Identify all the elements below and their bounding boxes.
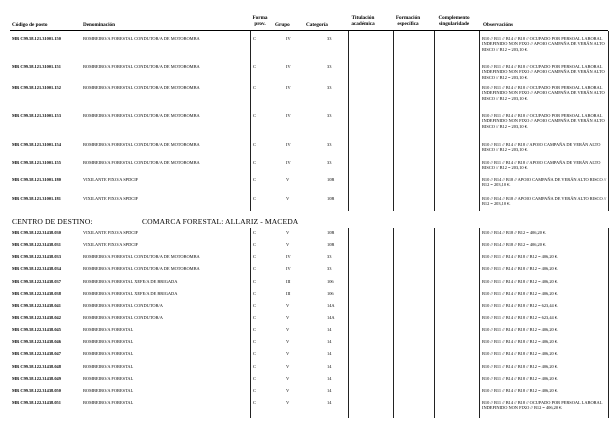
row-code: MR C99.58.122.31438.031 [12, 242, 61, 247]
row-categoria: 10B [327, 230, 335, 235]
row-observacions: B10 // B14 // B18 // APOIO CAMPAÑA DE VERÁN ALTO RISCO // B12 = 203,10 €. [482, 196, 607, 207]
row-grupo: IV [286, 113, 291, 118]
row-denominacion: BOMBEIRO/A FORESTAL [83, 327, 134, 332]
row-grupo: V [286, 196, 290, 201]
row-observacions: B10 // B11 // B14 // B18 // B12 = 623,44 €. [482, 315, 559, 320]
row-categoria: 10B [327, 177, 335, 182]
col-divider [479, 228, 480, 418]
row-denominacion: BOMBEIRO/A FORESTAL [83, 351, 134, 356]
row-denominacion: BOMBEIRO/A FORESTAL [83, 400, 134, 405]
row-observacions: B10 // B11 // B14 // B18 // B12 = 406,20 €. [482, 266, 559, 271]
col-divider [479, 31, 480, 211]
row-categoria: 33 [327, 85, 332, 90]
row-observacions: B10 // B11 // B14 // B18 // B12 = 406,20 €. [482, 364, 559, 369]
col-divider [250, 31, 251, 211]
row-denominacion: BOMBEIRO/A FORESTAL CONDUTOR/A DE MOTOBOMBA [83, 113, 200, 118]
row-code: MR C99.58.121.31001.155 [12, 160, 61, 165]
row-denominacion: BOMBEIRO/A FORESTAL CONDUTOR/A DE MOTOBOMBA [83, 85, 200, 90]
row-grupo: V [286, 242, 290, 247]
row-grupo: IV [286, 142, 291, 147]
row-forma: C [253, 279, 256, 284]
row-denominacion: BOMBEIRO/A FORESTAL [83, 339, 134, 344]
row-code: MR C99.58.122.31438.051 [12, 400, 61, 405]
header-denominacion: Denominación [83, 22, 115, 28]
row-forma: C [253, 254, 256, 259]
row-categoria: 14 [327, 339, 332, 344]
row-denominacion: BOMBEIRO/A FORESTAL XEFE/A DE BRIGADA [83, 279, 178, 284]
row-forma: C [253, 315, 256, 320]
row-forma: C [253, 266, 256, 271]
row-categoria: 33 [327, 64, 332, 69]
row-code: MR C99.58.122.31438.038 [12, 291, 61, 296]
col-divider [434, 31, 435, 211]
header-categoria: Categoría [306, 22, 328, 28]
row-forma: C [253, 36, 256, 41]
header-observacions: Observacións [483, 22, 513, 28]
row-grupo: IV [286, 64, 291, 69]
table-header [0, 0, 615, 30]
row-denominacion: VIXILANTE FIXO/A SPDCIF [83, 177, 139, 182]
row-grupo: V [286, 315, 290, 320]
header-codigo: Código de posto [12, 22, 48, 28]
row-observacions: B10 // B11 // B14 // B18 // OCUPADO POR PERSOAL LABORAL INDEFINIDO NON FIXO // APOIO CAMPAÑA DE VERÁN ALTO RISCO // B12 = 203,10 €. [482, 113, 605, 129]
row-denominacion: VIXILANTE FIXO/A SPDCIF [83, 196, 139, 201]
row-forma: C [253, 242, 256, 247]
row-grupo: IV [286, 85, 291, 90]
row-categoria: 10B [327, 196, 335, 201]
row-denominacion: BOMBEIRO/A FORESTAL CONDUTOR/A DE MOTOBOMBA [83, 254, 200, 259]
section-label: CENTRO DE DESTINO: [12, 217, 93, 226]
row-forma: C [253, 230, 256, 235]
row-code: MR C99.58.122.31438.049 [12, 376, 61, 381]
header-formacion: Formación específica [395, 15, 421, 27]
row-denominacion: BOMBEIRO/A FORESTAL CONDUTOR/A DE MOTOBOMBA [83, 36, 200, 41]
row-denominacion: BOMBEIRO/A FORESTAL [83, 388, 134, 393]
header-forma: Forma prov. [252, 15, 268, 27]
row-code: MR C99.58.122.31438.033 [12, 254, 61, 259]
row-observacions: B10 // B11 // B14 // B18 // B12 = 406,20 €. [482, 376, 559, 381]
row-denominacion: VIXILANTE FIXO/A SPDCIF [83, 230, 139, 235]
col-divider [393, 228, 394, 418]
row-code: MR C99.58.122.31438.041 [12, 303, 61, 308]
row-observacions: B10 // B11 // B14 // B18 // B12 = 623,44 €. [482, 303, 559, 308]
row-categoria: 33 [327, 160, 332, 165]
row-grupo: V [286, 177, 290, 182]
row-categoria: 14 [327, 327, 332, 332]
row-denominacion: BOMBEIRO/A FORESTAL [83, 364, 134, 369]
section-location: COMARCA FORESTAL: ALLARIZ - MACEDA [142, 217, 299, 226]
row-denominacion: BOMBEIRO/A FORESTAL CONDUTOR/A DE MOTOBOMBA [83, 64, 200, 69]
row-code: MR C99.58.122.31438.030 [12, 230, 61, 235]
row-grupo: V [286, 376, 290, 381]
row-grupo: V [286, 230, 290, 235]
row-denominacion: VIXILANTE FIXO/A SPDCIF [83, 242, 139, 247]
row-grupo: V [286, 339, 290, 344]
row-observacions: B10 // B11 // B14 // B18 // B12 = 406,20 €. [482, 291, 559, 296]
row-code: MR C99.58.121.31001.180 [12, 177, 61, 182]
section-header [12, 217, 299, 226]
row-forma: C [253, 327, 256, 332]
row-observacions: B10 // B11 // B14 // B18 // B12 = 406,20 €. [482, 351, 559, 356]
row-categoria: 33 [327, 142, 332, 147]
row-observacions: B10 // B11 // B14 // B18 // OCUPADO POR PERSOAL LABORAL INDEFINIDO NON FIXO // APOIO CAMPAÑA DE VERÁN ALTO RISCO // B12 = 203,10 €. [482, 85, 605, 101]
row-code: MR C99.58.122.31438.042 [12, 315, 61, 320]
row-observacions: B10 // B14 // B18 // B12 = 406,20 €. [482, 242, 547, 247]
row-code: MR C99.58.121.31001.153 [12, 113, 61, 118]
row-grupo: V [286, 364, 290, 369]
row-forma: C [253, 160, 256, 165]
row-observacions: B10 // B11 // B14 // B18 // OCUPADO POR PERSOAL LABORAL INDEFINIDO NON FIXO // APOIO CAMPAÑA DE VERÁN ALTO RISCO // B12 = 203,10 €. [482, 64, 605, 80]
row-categoria: 14 [327, 400, 332, 405]
row-categoria: 33 [327, 113, 332, 118]
row-code: MR C99.58.121.31001.150 [12, 36, 61, 41]
row-categoria: 33 [327, 254, 332, 259]
row-code: MR C99.58.122.31438.048 [12, 364, 61, 369]
row-denominacion: BOMBEIRO/A FORESTAL XEFE/A DE BRIGADA [83, 291, 178, 296]
row-forma: C [253, 142, 256, 147]
row-grupo: III [286, 279, 291, 284]
row-forma: C [253, 196, 256, 201]
row-forma: C [253, 85, 256, 90]
row-denominacion: BOMBEIRO/A FORESTAL [83, 376, 134, 381]
row-code: MR C99.58.121.31001.181 [12, 196, 61, 201]
row-categoria: 14 [327, 364, 332, 369]
row-code: MR C99.58.122.31438.034 [12, 266, 61, 271]
row-observacions: B10 // B14 // B18 // B12 = 406,20 €. [482, 230, 547, 235]
row-observacions: B10 // B11 // B14 // B18 // B12 = 406,20 €. [482, 327, 559, 332]
row-observacions: B10 // B11 // B14 // B18 // APOIO CAMPAÑA DE VERÁN ALTO RISCO // B12 = 203,10 €. [482, 160, 601, 171]
row-denominacion: BOMBEIRO/A FORESTAL CONDUTOR/A DE MOTOBOMBA [83, 142, 200, 147]
row-categoria: 14 [327, 351, 332, 356]
col-divider [250, 228, 251, 418]
row-forma: C [253, 339, 256, 344]
row-forma: C [253, 351, 256, 356]
col-divider [348, 31, 349, 211]
row-categoria: 14 [327, 388, 332, 393]
row-code: MR C99.58.121.31001.151 [12, 64, 61, 69]
row-categoria: 14A [327, 315, 335, 320]
row-categoria: 14A [327, 303, 335, 308]
row-categoria: 14 [327, 376, 332, 381]
row-forma: C [253, 303, 256, 308]
row-observacions: B10 // B11 // B14 // B18 // OCUPADO POR PERSOAL LABORAL INDEFINIDO NON FIXO // B12 = 406,20 €. [482, 400, 603, 411]
row-grupo: V [286, 400, 290, 405]
row-forma: C [253, 177, 256, 182]
row-denominacion: BOMBEIRO/A FORESTAL CONDUTOR/A [83, 315, 163, 320]
row-forma: C [253, 64, 256, 69]
row-code: MR C99.58.121.31001.154 [12, 142, 61, 147]
header-complemento: Complemento singularidade [438, 15, 470, 27]
row-forma: C [253, 388, 256, 393]
col-divider [393, 31, 394, 211]
row-forma: C [253, 291, 256, 296]
row-code: MR C99.58.122.31438.047 [12, 351, 61, 356]
row-observacions: B10 // B11 // B14 // B18 // APOIO CAMPAÑA DE VERÁN ALTO RISCO // B12 = 203,10 €. [482, 142, 601, 153]
row-categoria: 33 [327, 266, 332, 271]
row-observacions: B10 // B11 // B14 // B18 // B12 = 406,20 €. [482, 254, 559, 259]
row-grupo: IV [286, 254, 291, 259]
row-forma: C [253, 376, 256, 381]
row-denominacion: BOMBEIRO/A FORESTAL CONDUTOR/A DE MOTOBOMBA [83, 160, 200, 165]
row-grupo: V [286, 388, 290, 393]
row-forma: C [253, 400, 256, 405]
header-rule [10, 30, 608, 31]
row-code: MR C99.58.122.31438.045 [12, 327, 61, 332]
row-code: MR C99.58.122.31438.046 [12, 339, 61, 344]
row-categoria: 33 [327, 36, 332, 41]
row-observacions: B10 // B14 // B18 // APOIO CAMPAÑA DE VERÁN ALTO RISCO // B12 = 203,10 €. [482, 177, 607, 188]
col-divider [434, 228, 435, 418]
row-observacions: B10 // B11 // B14 // B18 // OCUPADO POR PERSOAL LABORAL INDEFINIDO NON FIXO // APOIO CAMPAÑA DE VERÁN ALTO RISCO // B12 = 203,10 €. [482, 36, 605, 52]
row-observacions: B10 // B11 // B14 // B18 // B12 = 406,20 €. [482, 279, 559, 284]
row-grupo: IV [286, 36, 291, 41]
row-grupo: V [286, 327, 290, 332]
row-grupo: III [286, 291, 291, 296]
row-categoria: 106 [327, 279, 334, 284]
row-denominacion: BOMBEIRO/A FORESTAL CONDUTOR/A [83, 303, 163, 308]
row-denominacion: BOMBEIRO/A FORESTAL CONDUTOR/A DE MOTOBOMBA [83, 266, 200, 271]
header-titulacion: Titulación académica [351, 15, 375, 27]
row-code: MR C99.58.122.31438.050 [12, 388, 61, 393]
row-forma: C [253, 113, 256, 118]
row-categoria: 106 [327, 291, 334, 296]
row-grupo: IV [286, 266, 291, 271]
row-observacions: B10 // B11 // B14 // B18 // B12 = 406,20 €. [482, 388, 559, 393]
row-forma: C [253, 364, 256, 369]
row-categoria: 10B [327, 242, 335, 247]
row-grupo: V [286, 303, 290, 308]
row-grupo: V [286, 351, 290, 356]
row-observacions: B10 // B11 // B14 // B18 // B12 = 406,20 €. [482, 339, 559, 344]
col-divider [348, 228, 349, 418]
row-code: MR C99.58.121.31001.152 [12, 85, 61, 90]
row-grupo: IV [286, 160, 291, 165]
header-grupo: Grupo [275, 22, 290, 28]
row-code: MR C99.58.122.31438.037 [12, 279, 61, 284]
